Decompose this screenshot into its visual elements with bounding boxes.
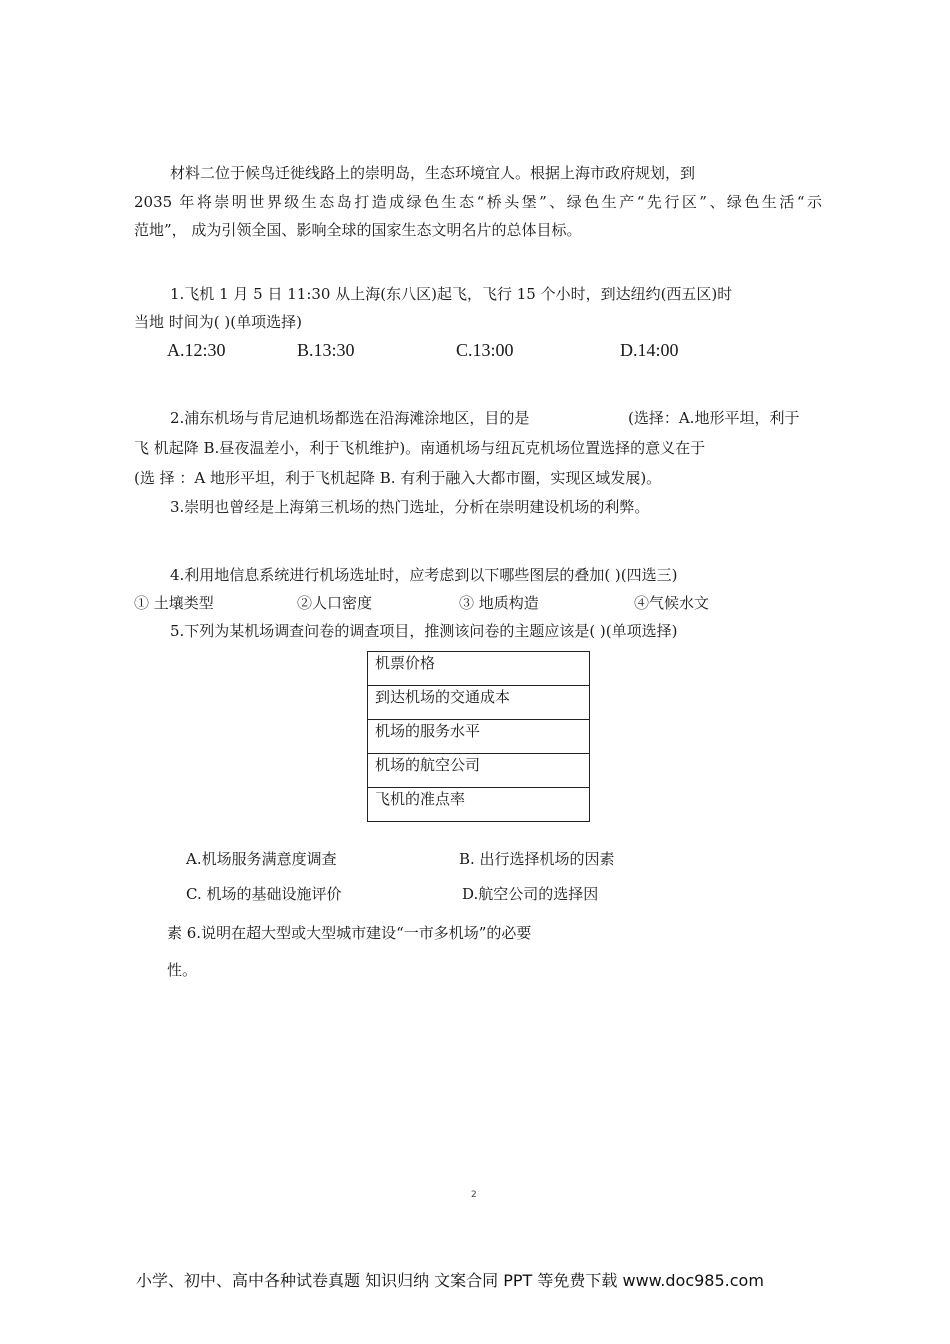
q3-line-1: 3.崇明也曾经是上海第三机场的热门选址，分析在崇明建设机场的利弊。 [170,498,650,516]
q4-option-2: ②人口密度 [297,594,373,612]
q4-option-3: ③ 地质构造 [459,594,539,612]
q6-line-2: 性。 [167,961,198,979]
table-cell: 机场的服务水平 [368,720,590,754]
table-row [368,788,590,822]
q5-option-b: B. 出行选择机场的因素 [459,850,615,868]
material2-line-2: 2035 年将崇明世界级生态岛打造成绿色生态“桥头堡”、绿色生产“先行区”、绿色生活“示 [134,193,822,211]
material2-line-1: 材料二位于候鸟迁徙线路上的崇明岛，生态环境宜人。根据上海市政府规划，到 [170,164,696,182]
survey-items-table [367,651,590,822]
q5-option-c: C. 机场的基础设施评价 [186,885,342,903]
q1-line-1: 1.飞机 1 月 5 日 11:30 从上海(东八区)起飞，飞行 15 个小时，到达纽约(西五区)时 [170,285,733,303]
q4-option-4: ④气候水文 [634,594,710,612]
table-row [368,720,590,754]
q5-option-a: A.机场服务满意度调查 [186,850,337,868]
q2-line-1b: (选择：A.地形平坦，利于 [628,409,800,427]
footer-text: 小学、初中、高中各种试卷真题 知识归纳 文案合同 PPT 等免费下载 www.doc985.com [136,1271,764,1290]
table-cell: 机场的航空公司 [368,754,590,788]
q4-option-1: ① 土壤类型 [134,594,214,612]
q6-line-1: 素 6.说明在超大型或大型城市建设“一市多机场”的必要 [167,924,532,942]
page-number: 2 [471,1190,477,1200]
table-cell: 到达机场的交通成本 [368,686,590,720]
table-cell: 飞机的准点率 [368,788,590,822]
q2-line-2: 飞 机起降 B.昼夜温差小，利于飞机维护)。南通机场与纽瓦克机场位置选择的意义在于 [134,439,706,457]
q1-line-2: 当地 时间为( )(单项选择) [134,313,302,331]
material2-line-3: 范地”， 成为引领全国、影响全球的国家生态文明名片的总体目标。 [134,221,582,239]
q1-option-a: A.12:30 [167,340,226,360]
table-cell: 机票价格 [368,652,590,686]
table-row [368,686,590,720]
q1-option-d: D.14:00 [620,340,679,360]
q2-line-3: (选 择 ：A 地形平坦，利于飞机起降 B. 有利于融入大都市圈，实现区域发展)。 [134,469,662,487]
q1-option-b: B.13:30 [297,340,355,360]
q2-line-1a: 2.浦东机场与肯尼迪机场都选在沿海滩涂地区，目的是 [170,409,530,427]
table-row [368,754,590,788]
q1-option-c: C.13:00 [456,340,514,360]
q4-line-1: 4.利用地信息系统进行机场选址时，应考虑到以下哪些图层的叠加( )(四选三) [170,566,678,584]
q5-line-1: 5.下列为某机场调查问卷的调查项目，推测该问卷的主题应该是( )(单项选择) [170,622,678,640]
table-row [368,652,590,686]
q5-option-d: D.航空公司的选择因 [462,885,599,903]
